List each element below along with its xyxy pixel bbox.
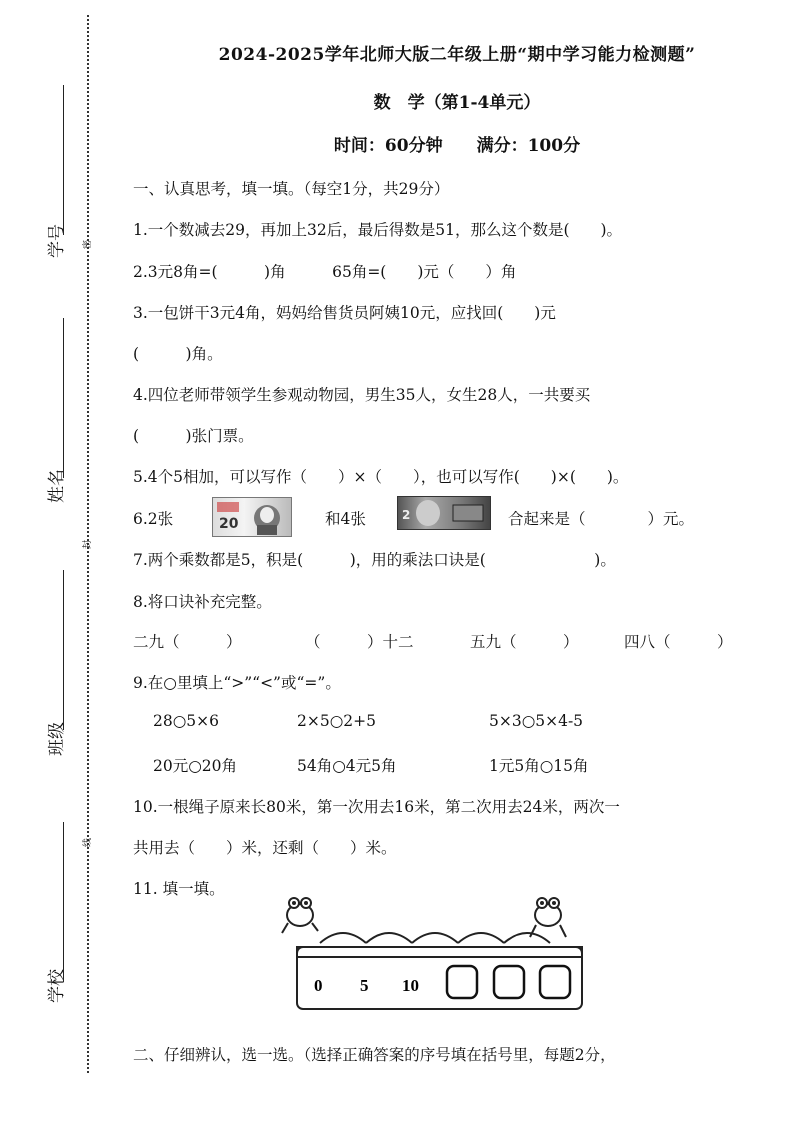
number-line-label-5: 5	[360, 976, 369, 995]
number-line-blank-2[interactable]	[494, 966, 524, 998]
margin-label-student-id: 学号	[47, 224, 67, 258]
section2-heading: 二、仔细辨认，选一选。（选择正确答案的序号填在括号里，每题2分，	[133, 1046, 616, 1064]
question-7: 7.两个乘数都是5，积是( )，用的乘法口诀是( )。	[133, 551, 616, 569]
banknote-2-art	[398, 497, 490, 529]
question-4-line2: ( )张门票。	[133, 427, 254, 445]
question-9: 9.在○里填上“>”“<”或“=”。	[133, 674, 341, 692]
q8-item-4: 四八（ ）	[624, 633, 733, 651]
question-8: 8.将口诀补充完整。	[133, 593, 272, 611]
exam-title: 2024-2025学年北师大版二年级上册“期中学习能力检测题”	[218, 45, 696, 65]
q9-r1-c3: 5×3○5×4-5	[489, 712, 584, 730]
margin-label-school: 学校	[47, 969, 67, 1003]
number-line-label-10: 10	[402, 976, 419, 995]
question-5: 5.4个5相加，可以写作（ ）×（ ），也可以写作( )×( )。	[133, 468, 629, 486]
question-1: 1.一个数减去29，再加上32后，最后得数是51，那么这个数是( )。	[133, 221, 623, 239]
q8-item-2: （ ）十二	[305, 633, 414, 651]
two-jiao-banknote-image	[397, 496, 491, 530]
q9-r2-c2: 54角○4元5角	[297, 757, 397, 775]
number-line-illustration	[270, 885, 590, 1015]
school-blank-line	[63, 822, 64, 982]
number-line-blank-1[interactable]	[447, 966, 477, 998]
exam-subject: 数 学（第1-4单元）	[373, 93, 541, 113]
class-blank-line	[63, 570, 64, 730]
q9-r2-c3: 1元5角○15角	[489, 757, 589, 775]
twenty-yuan-banknote-image	[212, 497, 292, 537]
margin-label-name: 姓名	[47, 469, 67, 503]
question-10-line1: 10.一根绳子原来长80米，第一次用去16米，第二次用去24米，两次一	[133, 798, 620, 816]
question-11: 11. 填一填。	[133, 880, 225, 898]
q9-r1-c1: 28○5×6	[153, 712, 219, 730]
number-line-label-0: 0	[314, 976, 323, 995]
question-6-middle: 和4张	[325, 510, 366, 528]
question-10-line2: 共用去（ ）米，还剩（ ）米。	[133, 839, 397, 857]
question-6-end: 合起来是（ ）元。	[508, 510, 695, 528]
section1-heading: 一、认真思考，填一填。（每空1分，共29分）	[133, 180, 450, 198]
question-2: 2.3元8角=( )角 65角=( )元（ ）角	[133, 263, 517, 281]
q8-item-3: 五九（ ）	[470, 633, 579, 651]
exam-time-score: 时间：60分钟 满分：100分	[333, 136, 581, 156]
q8-item-1: 二九（ ）	[133, 633, 242, 651]
question-6-start: 6.2张	[133, 510, 174, 528]
question-3-line2: ( )角。	[133, 345, 223, 363]
frog-left-icon	[282, 898, 318, 933]
banknote-2-value: 2	[402, 508, 411, 522]
number-line-blank-3[interactable]	[540, 966, 570, 998]
frog-right-icon	[530, 898, 566, 937]
seal-char-mi: 密	[83, 239, 94, 250]
banknote-20-value: 20	[219, 516, 239, 532]
q9-r2-c1: 20元○20角	[153, 757, 237, 775]
number-line-bar	[297, 947, 582, 957]
student-id-blank-line	[63, 85, 64, 235]
margin-label-class: 班级	[47, 722, 67, 756]
banknote-20-art	[213, 498, 291, 536]
seal-char-xian: 线	[83, 837, 94, 848]
q9-r1-c2: 2×5○2+5	[297, 712, 376, 730]
question-3-line1: 3.一包饼干3元4角，妈妈给售货员阿姨10元，应找回( )元	[133, 304, 556, 322]
jump-arcs	[320, 933, 550, 943]
question-4-line1: 4.四位老师带领学生参观动物园，男生35人，女生28人，一共要买	[133, 386, 591, 404]
name-blank-line	[63, 318, 64, 478]
seal-char-feng: 封	[83, 539, 94, 550]
